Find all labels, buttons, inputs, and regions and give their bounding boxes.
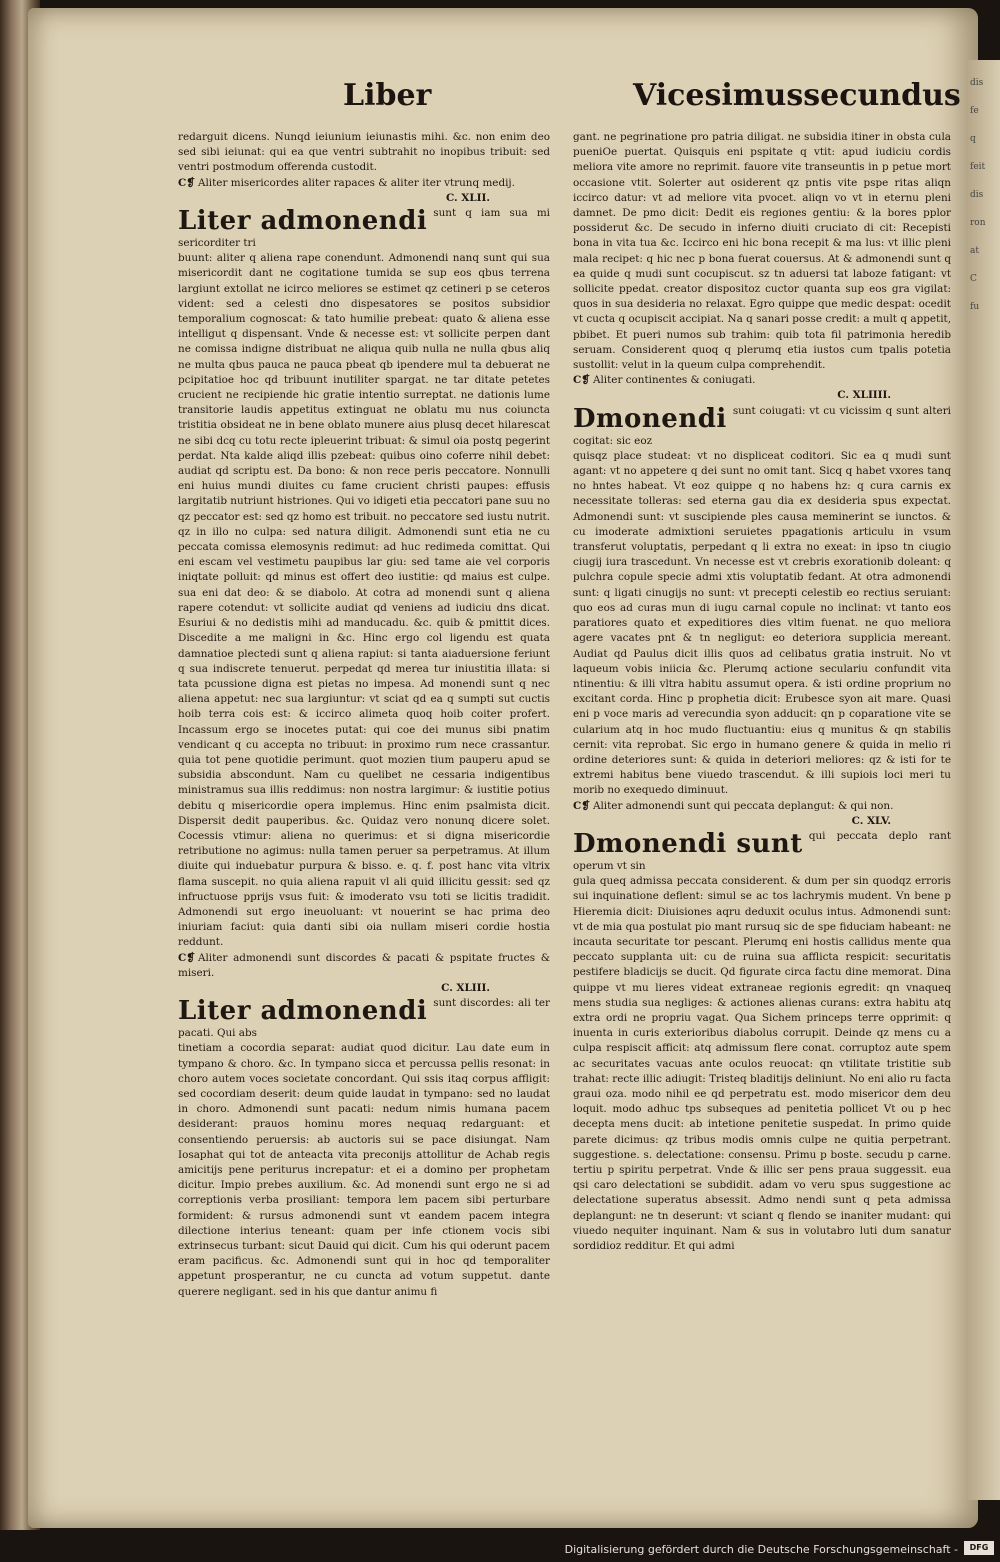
pilcrow-mark: C❡	[573, 799, 590, 812]
chapter-43-rubric	[178, 951, 550, 981]
chapter-42-initial-tail: sunt q iam sua mi sericorditer tri	[178, 207, 550, 250]
next-page-fragment: feit	[970, 162, 986, 172]
running-head-right: Vicesimussecundus	[633, 78, 961, 113]
chapter-42-opening	[178, 206, 550, 251]
next-page-fragment: fe	[970, 106, 979, 116]
chapter-42-initial: Liter admonendi	[178, 206, 428, 237]
left-text-column	[178, 130, 550, 1300]
chapter-44-initial: Dmonendi	[573, 403, 727, 434]
chapter-42-rubric-text: Aliter misericordes aliter rapaces & aliter iter vtrunq medij.	[197, 176, 515, 189]
chapter-42-number: C. XLII.	[445, 191, 490, 204]
chapter-44-text: quisqz place studeat: vt no displiceat coditori. Sic ea q mudi sunt agant: vt no appetere q dei sunt no omit tant. Sicq q habet vxores tanq no hntes habeat. Vt eoz quippe q no habens hz: q cura carnis ex necessitate tolleras: sed eterna gau dia ex desideria spus expectat. Admonendi sunt: vt suscipiende ples causa meminerint se iunctos. & cu imoderate admixtioni seruietes ppagationis articulu in vsum transferut voluptatis, perpedant q li extra no exeat: in ipso tn ciugio ciugij iura trascedunt. Vn necesse est vt crebris exorationib doleant: q pulchra copule specie admi xtis voluptatib fedant. At otra admonendi sunt: q ligati cinugijs no sunt: vt precepti celestib eo rectius seruiant: quo eos ad curas mun di iugu carnal copule no inclinat: vt tanto eos paratiores quato et expeditiores dies vltim fuenat. ne quo meliora agere vacates pnt & tn negligut: eo deteriora supplicia mereant. Audiat qd Paulus dicit illis quos ad celibatus gratia instruit. No vt laqueum vobis iniicia &c. Plerumq actione seculariu confundit vita ntinentiu: & illi vltra habitu assumut opera. & isti ordine proprium no excitant corda. Hinc p prophetia dicit: Erubesce syon ait mare. Quasi eni p voce maris ad verecundia syon adducit: qn p coparatione vite se cularium atq in hoc mudo fluctuantiu: eius q munitus & qn stabilis cernit: vita reprobat. Sic ergo in humano genere & quida in melio ri ordine deteriores sunt: & quida in deteriori meliores: qz & isti for te extremi habitus bene viuedo trascendut. & illi supiois loci meri tu morib no exequedo diminuut.	[573, 449, 951, 797]
book-page	[28, 8, 978, 1528]
chapter-45-initial-tail: qui peccata deplo rant operum vt sin	[573, 829, 951, 872]
pilcrow-mark: C❡	[573, 374, 590, 387]
footer-credit: Digitalisierung gefördert durch die Deutsche Forschungsgemeinschaft -	[564, 1543, 958, 1556]
chapter-44-rubric-text: Aliter continentes & coniugati.	[592, 374, 756, 387]
chapter-44-opening	[573, 404, 951, 449]
chapter-45-text: gula queq admissa peccata considerent. & dum per sin quodqz erroris sui inquinatione deflent: simul se ac tos lachrymis mudent. Vn bene p Hieremia dicit: Diuisiones aqru deduxit oculus intus. Admonendi sunt: vt de mia qua postulat pio mant rursuq sic de spe fiduciam habeant: ne incauta securitate tor pescant. Plerumq eni hostis callidus mente qua peccato supplanta uit: cu de ruina sua afflicta respicit: securitatis pestifere bladicijs se ducit. Qd figurate circa factu dine memorat. Dina quippe vt mu lieres videat extraneae regionis egredit: qn vnaqueq mens studia sua negliges: & actiones alienas curans: extra habitu atq extra ordi ne propriu vagat. Qua Sichem princeps terre opprimit: q inuenta in curis exterioribus diabolus corrupit. Deinde qz mens cu a culpa respiscit afficit: atq admissum flere conat. corruptoz aute spem ac securitates vacuas ante oculos reuocat: qn vtilitate tristitie sub trahat: recte illic adiugit: Tristeq bladitijs deliniunt. No eni alio ru facta graui oza. modo nihil ee qd perpetratu est. modo misericor dem deu loquit. modo adhuc tps subseques ad penitetia pollicet Vt ou p hec decepta mens ducit: ab intetione penitetie suspedat. In primo quide parete dicimus: qz tribus modis omnis culpe ne quitia perpetrant. suggestione. s. delectatione: consensu. Primu p boste. secudu p carne. tertiu p spiritu perpetrat. Vnde & illic ser pens praua suggessit. eua qsi caro delectationi se subdidit. adam vo veru spus suggestione ac delectatione superatus absessit. Admo nendi sunt q peta admissa deplangunt: ne tn deserunt: vt sciant q flendo se inaniter mudant: qui viuedo nequiter inquinant. Nam & sus in volutabro luti dum sanatur sordidioz redditur. Et qui admi	[573, 875, 951, 1253]
chapter-45-rubric	[573, 799, 951, 814]
next-page-fragment: fu	[970, 302, 980, 312]
digitization-footer	[0, 1534, 1000, 1562]
chapter-43-rubric-text: Aliter admonendi sunt discordes & pacati & pspitate fructes & miseri.	[178, 951, 550, 979]
chapter-44-rubric	[573, 373, 951, 388]
next-page-fragment: dis	[970, 78, 984, 88]
chapter-45-opening	[573, 829, 951, 874]
next-page-fragment: ron	[970, 218, 986, 228]
next-page-fragment: C	[970, 274, 977, 284]
dfg-logo: DFG	[964, 1541, 994, 1555]
next-page-edge	[968, 60, 1000, 1500]
running-head	[28, 78, 978, 128]
running-head-left: Liber	[343, 78, 432, 113]
chapter-43-number: C. XLIII.	[441, 981, 490, 994]
chapter-45-initial: Dmonendi sunt	[573, 828, 803, 859]
chapter-45-number: C. XLV.	[851, 814, 891, 827]
chapter-43-opening	[178, 996, 550, 1041]
chapter-44-number: C. XLIIII.	[837, 389, 891, 402]
chapter-42-text: buunt: aliter q aliena rape conendunt. Admonendi nanq sunt qui sua misericordit dant ne cogitatione tumida se sup eos qbus terrena largiunt extollat ne icirco meliores se estimet qz cetineri p se ceteros vident: sed a celesti dno dispesatores se positos subsidior temporalium cognoscat: & tato humilie prebeat: quato & aliena esse intelligut q dispensant. Vnde & necesse est: vt sollicite perpen dant ne comissa indigne distribuat ne aliqua quib nulla ne nulla qbus aliq ne multa qbus pauca ne pauca pbeat qb ipendere mul ta debuerat ne pcipitatioe hoc qd tribuunt inutiliter spargat. ne tar ditate petetes crucient ne recipiende hic gratie intentio surreptat. ne dationis lume transitorie laudis appetitus extinguat ne oblatu mu nus coiuncta tristitia obsideat ne in bene oblato munere aius plusq decet hilarescat ne sibi dcq cu totu recte ipleuerint tribuat: & simul oia postq pegerint perdat. Nta kalde aliqd illis pzebeat: quibus oino coferre nihil debet: audiat qd scriptu est. Da bono: & non rece peris peccatore. Nonnulli eni huius mundi diuites cu fame crucient christi paupes: effusis largitatib nutriunt histriones. Qui vo idigeti etia peccatori pane suu no qz peccator est: sed qz homo est tribuit. no peccatore sed iustu nutrit. qz in illo no culpa: sed natura diligit. Admonendi sunt etia ne cu peccata comissa elemosynis redimut: ad huc redimeda comittat. Qui eni escam vel vestimetu paupibus lar giu: sed tame aie vel corporis iniqtate polluit: qd minus est offert deo iustitie: qd maius est culpe. sua eni dat deo: & se diabolo. At cotra ad monendi sunt q aliena rapere cotendut: vt sollicite audiat qd veniens ad iudiciu dns dicat. Esuriui & no dedistis mihi ad manducadu. &c. quib & pmittit dices. Discedite a me maligni in &c. Hinc ergo col ligendu est quata damnatioe plectedi sunt q aliena rapiut: si tanta aiaduersione feriunt q sua indiscrete tenuerut. perpedat qd merea tur iniustitia illata: si tata pcussione digna est pietas no impesa. Ad monendi sunt q nec aliena appetut: nec sua largiuntur: vt sciat qd ea q sumpti sut cuctis hoib terra cois est: & iccirco alimeta quoq hoib coiter profert. Incassum ergo se inocetes putat: qui coe dei munus sibi pnatim vendicant q cu accepta no tribuut: in proximo rum nece crassantur. quia tot pene quotidie perimunt. quot mozien tium pauperu apud se subsidia abscondunt. Nam cu quelibet ne cessaria indigentibus ministramus sua illis reddimus: non nostra largimur: & iustitie potius debitu q misericordie opera implemus. Hinc enim psalmista dicit. Dispersit dedit pauperibus. &c. Quidaz vero nonunq dicere solet. Cocessis vtimur: aliena no querimus: et si digna misericordie retributione no agimus: nulla tamen peruer sa perpetramus. At illum diuite qui induebatur purpura & bisso. e. q. f. post hanc vita vltrix flama suscepit. no quia aliena rapuit vl ali quid illicitu gessit: sed qz infructuose pprijs vsus fuit: & imoderato vsu toti se licitis tradidit. Admonendi sut ergo ineuoluant: vt nouerint se hac prima deo iniuriam faciut: quia danti sibi oia nullam miseri cordie hostia reddunt.	[178, 252, 550, 949]
chapter-43-initial-tail: sunt discordes: ali ter pacati. Qui abs	[178, 997, 550, 1040]
chapter-43-text: tinetiam a cocordia separat: audiat quod dicitur. Lau date eum in tympano & choro. &c. In tympano sicca et percussa pellis resonat: in choro autem voces societate concordant. Qui ssis itaq corpus affligit: sed cocordiam deserit: deum quide laudat in tympano: sed no laudat in choro. Admonendi sunt pacati: nedum nimis humana pacem desiderant: prauos hominu mores nequaq redarguant: et consentiendo peruersis: ab auctoris sui se pace disiungat. Nam Iosaphat qui tot de anteacta vita preconijs attollitur de Achab regis amicitijs pene periturus increpatur: et ei a domino per prophetam dicitur. Impio prebes auxilium. &c. Ad monendi sunt ergo ne si ad correptionis verba prosiliant: tempora lem pacem sibi perturbare formident: & rursus admonendi sunt vt eandem pacem integra dilectione interius teneant: quam per infe ctionem vocis sibi extrinsecus turbant: sicut Dauid qui dicit. Cum his qui oderunt pacem eram pacificus. &c. Admonendi sunt qui in hoc qd temporaliter appetunt prosperantur, ne cu cuncta ad votum suppetut. dante querere negligant. sed in his que dantur animu fi	[178, 1042, 550, 1298]
chapter-45-rubric-text: Aliter admonendi sunt qui peccata deplangut: & qui non.	[592, 799, 894, 812]
pilcrow-mark: C❡	[178, 951, 195, 964]
next-page-fragment: at	[970, 246, 979, 256]
paragraph-intro-left: redarguit dicens. Nunqd ieiunium ieiunastis mihi. &c. non enim deo sed sibi ieiunat: qui ea que ventri subtrahit no inopibus tribuit: sed ventri postmodum offerenda custodit.	[178, 131, 550, 174]
pilcrow-mark: C❡	[178, 176, 195, 189]
next-page-fragment: dis	[970, 190, 984, 200]
chapter-43-initial: Liter admonendi	[178, 996, 428, 1027]
paragraph-intro-right: gant. ne pegrinatione pro patria diligat. ne subsidia itiner in obsta cula pueniOe puertat. Quisquis eni pspitate q vtit: apud iudiciu cordis meliora vite amore no reprimit. fauore vite transeuntis in p petue mort occasione vtit. Solerter aut osiderent qz pntis vite pspe ritas aliqn iccirco datur: vt ad meliore vita pvocet. aliqn vo vt in eternu pleni damnet. De pmo dicit: Dedit eis regiones gentiu: & la bores pplor possiderut &c. De secudo in inferno diuiti cruciato di cit: Recepisti bona in vita tua &c. Iccirco eni hic bona recepit & ma lus: vt illic pleni mala recipet: q hic nec p bona fuerat couersus. At & admonendi sunt q ea quide q mudi sunt cocupiscut. sz tn aduersi tat laboze fatigant: vt sollicite ppedat. creator dispositoz cuctor quanta sup eos gra vigilat: quos in sua desideria no relaxat. Egro quippe que medic despat: ocedit vt cucta q ocupiscit accipiat. Na q sanari posse credit: a mult q appetit, pbibet. Et pueri numos sub trahim: quib tota fil patrimonia heredib seruam. Considerent quoq q plerumq etia iustos cum tpalis potetia sustollit: velut in la queum culpa comprehendit.	[573, 131, 951, 372]
right-text-column	[573, 130, 951, 1254]
next-page-fragment: q	[970, 134, 976, 144]
chapter-44-initial-tail: sunt coiugati: vt cu vicissim q sunt alteri cogitat: sic eoz	[573, 404, 951, 447]
chapter-42-rubric	[178, 176, 550, 191]
